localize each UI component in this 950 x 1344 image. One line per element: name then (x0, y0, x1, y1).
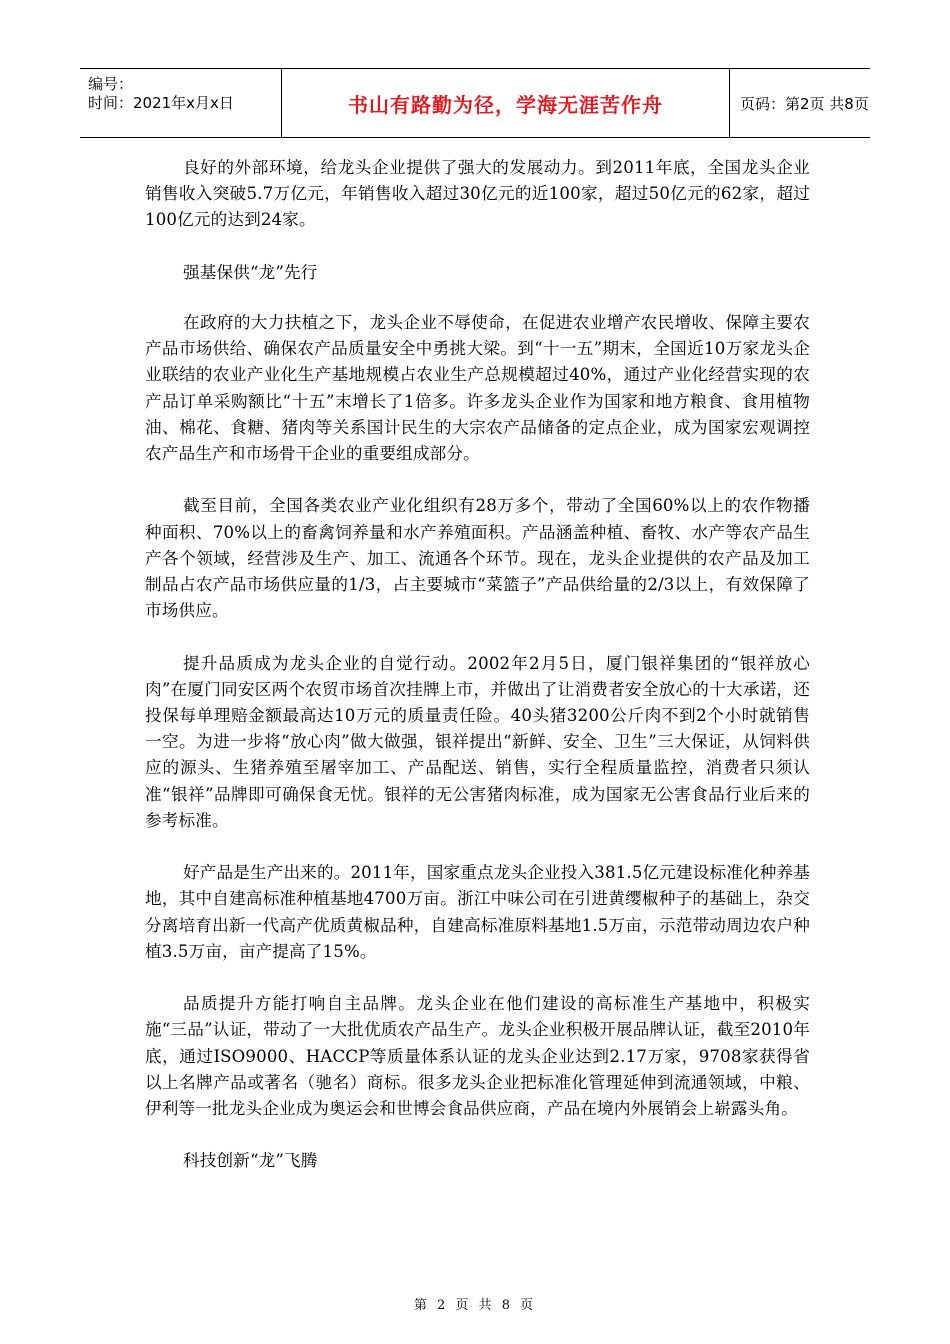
page-footer: 第 2 页 共 8 页 (413, 1298, 537, 1313)
document-number-label: 编号： (88, 75, 134, 93)
document-date-label: 时间：2021年x月x日 (88, 94, 234, 112)
document-header (80, 68, 870, 138)
header-page-cell (730, 69, 870, 137)
document-body (145, 155, 810, 1199)
paragraph: 良好的外部环境，给龙头企业提供了强大的发展动力。到2011年底，全国龙头企业销售收入突破5.7万亿元，年销售收入超过30亿元的近100家，超过50亿元的62家，超过100亿元的达到24家。 (145, 158, 810, 230)
header-page-number: 页码：第2页 共8页 (740, 94, 869, 113)
header-motto: 书山有路勤为径，学海无涯苦作舟 (348, 92, 663, 117)
paragraph: 截至目前，全国各类农业产业化组织有28万多个，带动了全国60%以上的农作物播种面积、70%以上的畜禽饲养量和水产养殖面积。产品涵盖种植、畜牧、水产等农产品生产各个领域，经营涉及生产、加工、流通各个环节。现在，龙头企业提供的农产品及加工制品占农产品市场供应量的1/3，占主要城市“菜篮子”产品供给量的2/3以上，有效保障了市场供应。 (145, 496, 810, 621)
section-heading: 科技创新“龙”飞腾 (183, 1151, 318, 1171)
header-motto-cell (282, 69, 730, 137)
paragraph: 在政府的大力扶植之下，龙头企业不辱使命，在促进农业增产农民增收、保障主要农产品市场供给、确保农产品质量安全中勇挑大梁。到“十一五”期末，全国近10万家龙头企业联结的农业产业化生产基地规模占农业生产总规模超过40%，通过产业化经营实现的农产品订单采购额比“十五”末增长了1倍多。许多龙头企业作为国家和地方粮食、食用植物油、棉花、食糖、猪肉等关系国计民生的大宗农产品储备的定点企业，成为国家宏观调控农产品生产和市场骨干企业的重要组成部分。 (145, 313, 810, 464)
paragraph: 品质提升方能打响自主品牌。龙头企业在他们建设的高标准生产基地中，积极实施“三品”认证，带动了一大批优质农产品生产。龙头企业积极开展品牌认证，截至2010年底，通过ISO9000、HACCP等质量体系认证的龙头企业达到2.17万家，9708家获得省以上名牌产品或著名（驰名）商标。很多龙头企业把标准化管理延伸到流通领域，中粮、伊利等一批龙头企业成为奥运会和世博会食品供应商，产品在境内外展销会上崭露头角。 (145, 994, 810, 1119)
paragraph: 好产品是生产出来的。2011年，国家重点龙头企业投入381.5亿元建设标准化种养基地，其中自建高标准种植基地4700万亩。浙江中味公司在引进黄缨椒种子的基础上，杂交分离培育出新一代高产优质黄椒品种，自建高标准原料基地1.5万亩，示范带动周边农户种植3.5万亩，亩产提高了15%。 (145, 863, 810, 961)
paragraph: 提升品质成为龙头企业的自觉行动。2002年2月5日，厦门银祥集团的“银祥放心肉”在厦门同安区两个农贸市场首次挂牌上市，并做出了让消费者安全放心的十大承诺，还投保每单理赔金额最高达10万元的质量责任险。40头猪3200公斤肉不到2个小时就销售一空。为进一步将“放心肉”做大做强，银祥提出“新鲜、安全、卫生”三大保证，从饲料供应的源头、生猪养殖至屠宰加工、产品配送、销售，实行全程质量监控，消费者只须认准“银祥”品牌即可确保食无忧。银祥的无公害猪肉标准，成为国家无公害食品行业后来的参考标准。 (145, 653, 810, 830)
header-meta-cell (80, 69, 282, 137)
section-heading: 强基保供“龙”先行 (183, 262, 318, 282)
